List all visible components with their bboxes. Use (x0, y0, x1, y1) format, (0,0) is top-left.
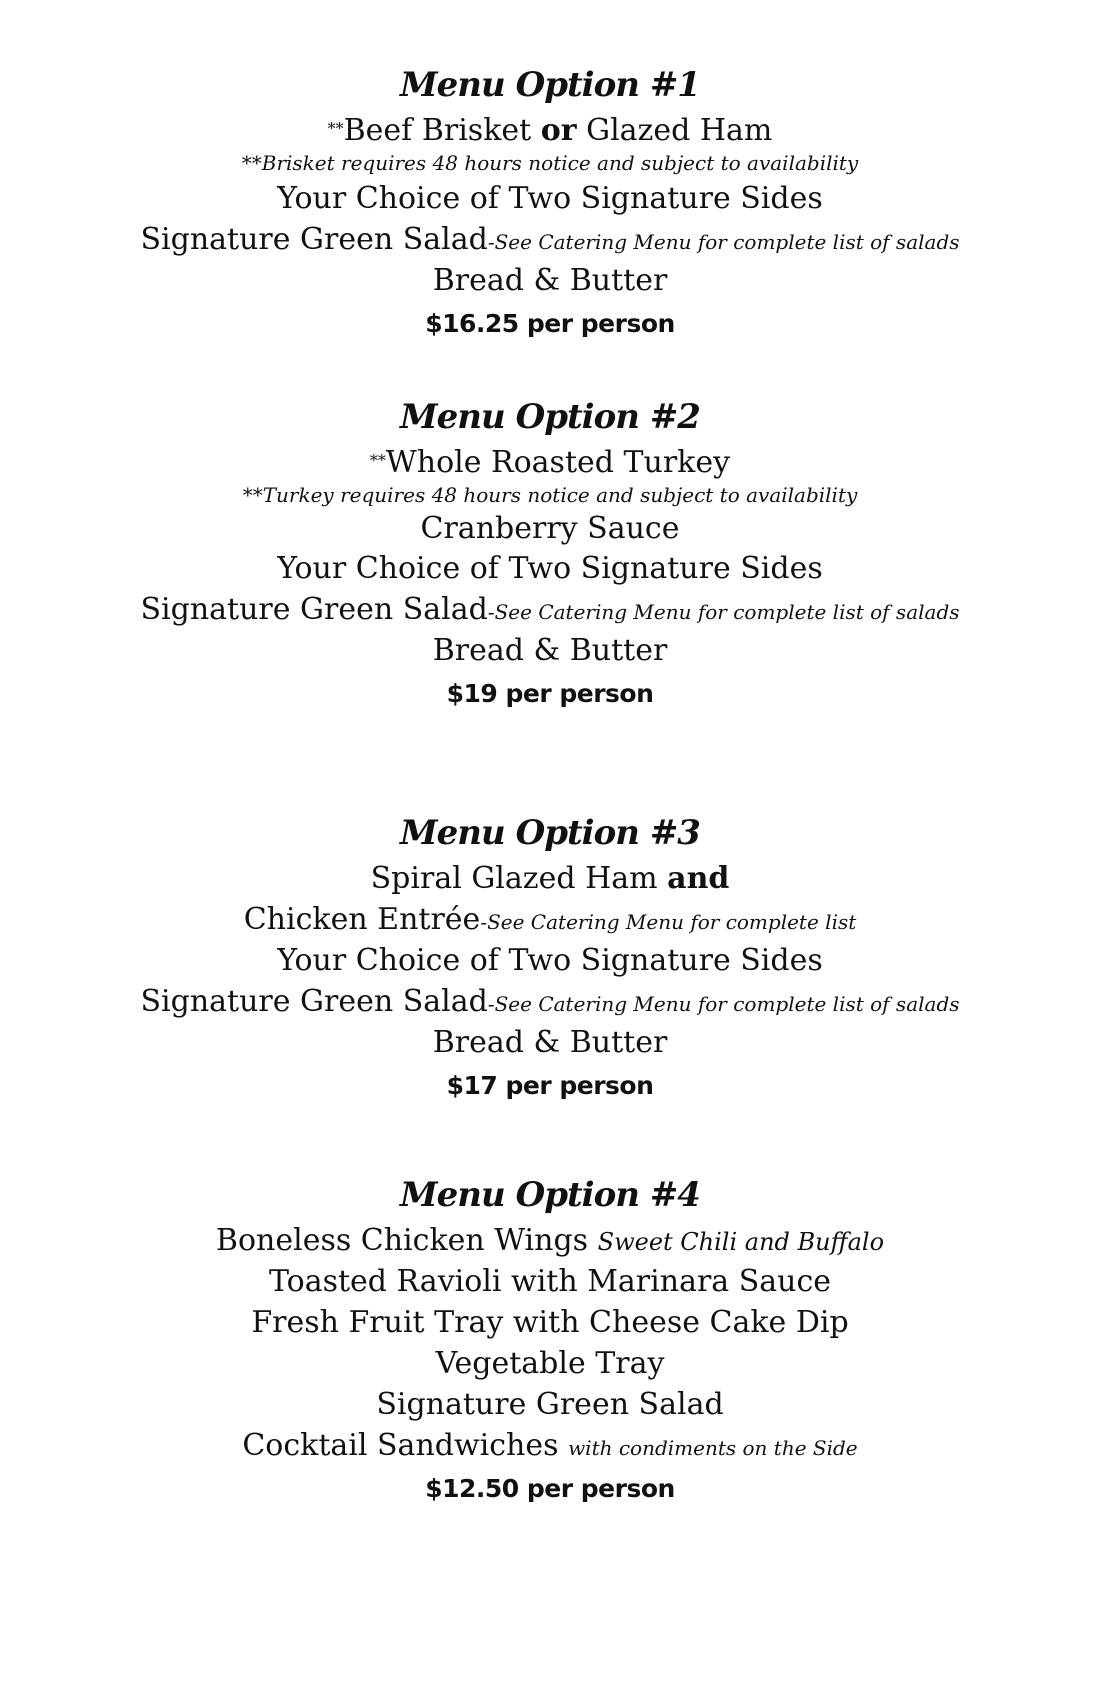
bread-line: Bread & Butter (432, 263, 668, 298)
sides-line: Your Choice of Two Signature Sides (277, 943, 823, 978)
price: $17 per person (446, 1071, 654, 1100)
salad-line: Signature Green Salad (376, 1387, 724, 1422)
asterisks: ** (327, 119, 344, 138)
availability-note: **Brisket requires 48 hours notice and subject to availability (241, 151, 859, 175)
salad-note: -See Catering Menu for complete list of salads (487, 992, 960, 1016)
availability-note: **Turkey requires 48 hours notice and subject to availability (242, 483, 858, 507)
main-course: Whole Roasted Turkey (385, 445, 731, 480)
menu-option-2 (0, 392, 1100, 717)
menu-option-3 (0, 808, 1100, 1109)
option-title: Menu Option #3 (400, 813, 700, 853)
salad-name: Signature Green Salad (140, 222, 488, 257)
salad-note: -See Catering Menu for complete list of salads (487, 230, 960, 254)
salad-line (0, 219, 1100, 260)
price: $12.50 per person (425, 1474, 675, 1503)
option-title: Menu Option #2 (400, 397, 700, 437)
sides-line: Your Choice of Two Signature Sides (277, 181, 823, 216)
main-course-join: and (667, 861, 730, 896)
sandwiches-name: Cocktail Sandwiches (242, 1428, 559, 1463)
salad-name: Signature Green Salad (140, 984, 488, 1019)
main-course-line (0, 442, 1100, 480)
menu-option-1 (0, 60, 1100, 347)
salad-line (0, 981, 1100, 1022)
vegetable-tray-line: Vegetable Tray (435, 1346, 665, 1381)
entree-line (0, 899, 1100, 940)
wings-note: Sweet Chili and Buffalo (597, 1228, 885, 1256)
fruit-tray-line: Fresh Fruit Tray with Cheese Cake Dip (251, 1305, 849, 1340)
salad-line (0, 589, 1100, 630)
sauce-line: Cranberry Sauce (420, 511, 680, 546)
main-course-a: Beef Brisket (343, 113, 532, 148)
price: $19 per person (446, 679, 654, 708)
sandwiches-note: with condiments on the Side (568, 1436, 858, 1460)
entree-name: Chicken Entrée (243, 902, 481, 937)
main-course: Spiral Glazed Ham (370, 861, 658, 896)
menu-option-4 (0, 1170, 1100, 1512)
entree-note: -See Catering Menu for complete list (480, 910, 857, 934)
sides-line: Your Choice of Two Signature Sides (277, 551, 823, 586)
bread-line: Bread & Butter (432, 1025, 668, 1060)
salad-name: Signature Green Salad (140, 592, 488, 627)
wings-line (0, 1220, 1100, 1261)
bread-line: Bread & Butter (432, 633, 668, 668)
wings-name: Boneless Chicken Wings (215, 1223, 589, 1258)
option-title: Menu Option #4 (400, 1175, 700, 1215)
sandwiches-line (0, 1425, 1100, 1466)
asterisks: ** (369, 451, 386, 470)
main-course-b: Glazed Ham (586, 113, 773, 148)
salad-note: -See Catering Menu for complete list of salads (487, 600, 960, 624)
main-course-join: or (540, 113, 577, 148)
price: $16.25 per person (425, 309, 675, 338)
ravioli-line: Toasted Ravioli with Marinara Sauce (268, 1264, 832, 1299)
main-course-line (0, 858, 1100, 899)
option-title: Menu Option #1 (400, 65, 700, 105)
main-course-line (0, 110, 1100, 148)
